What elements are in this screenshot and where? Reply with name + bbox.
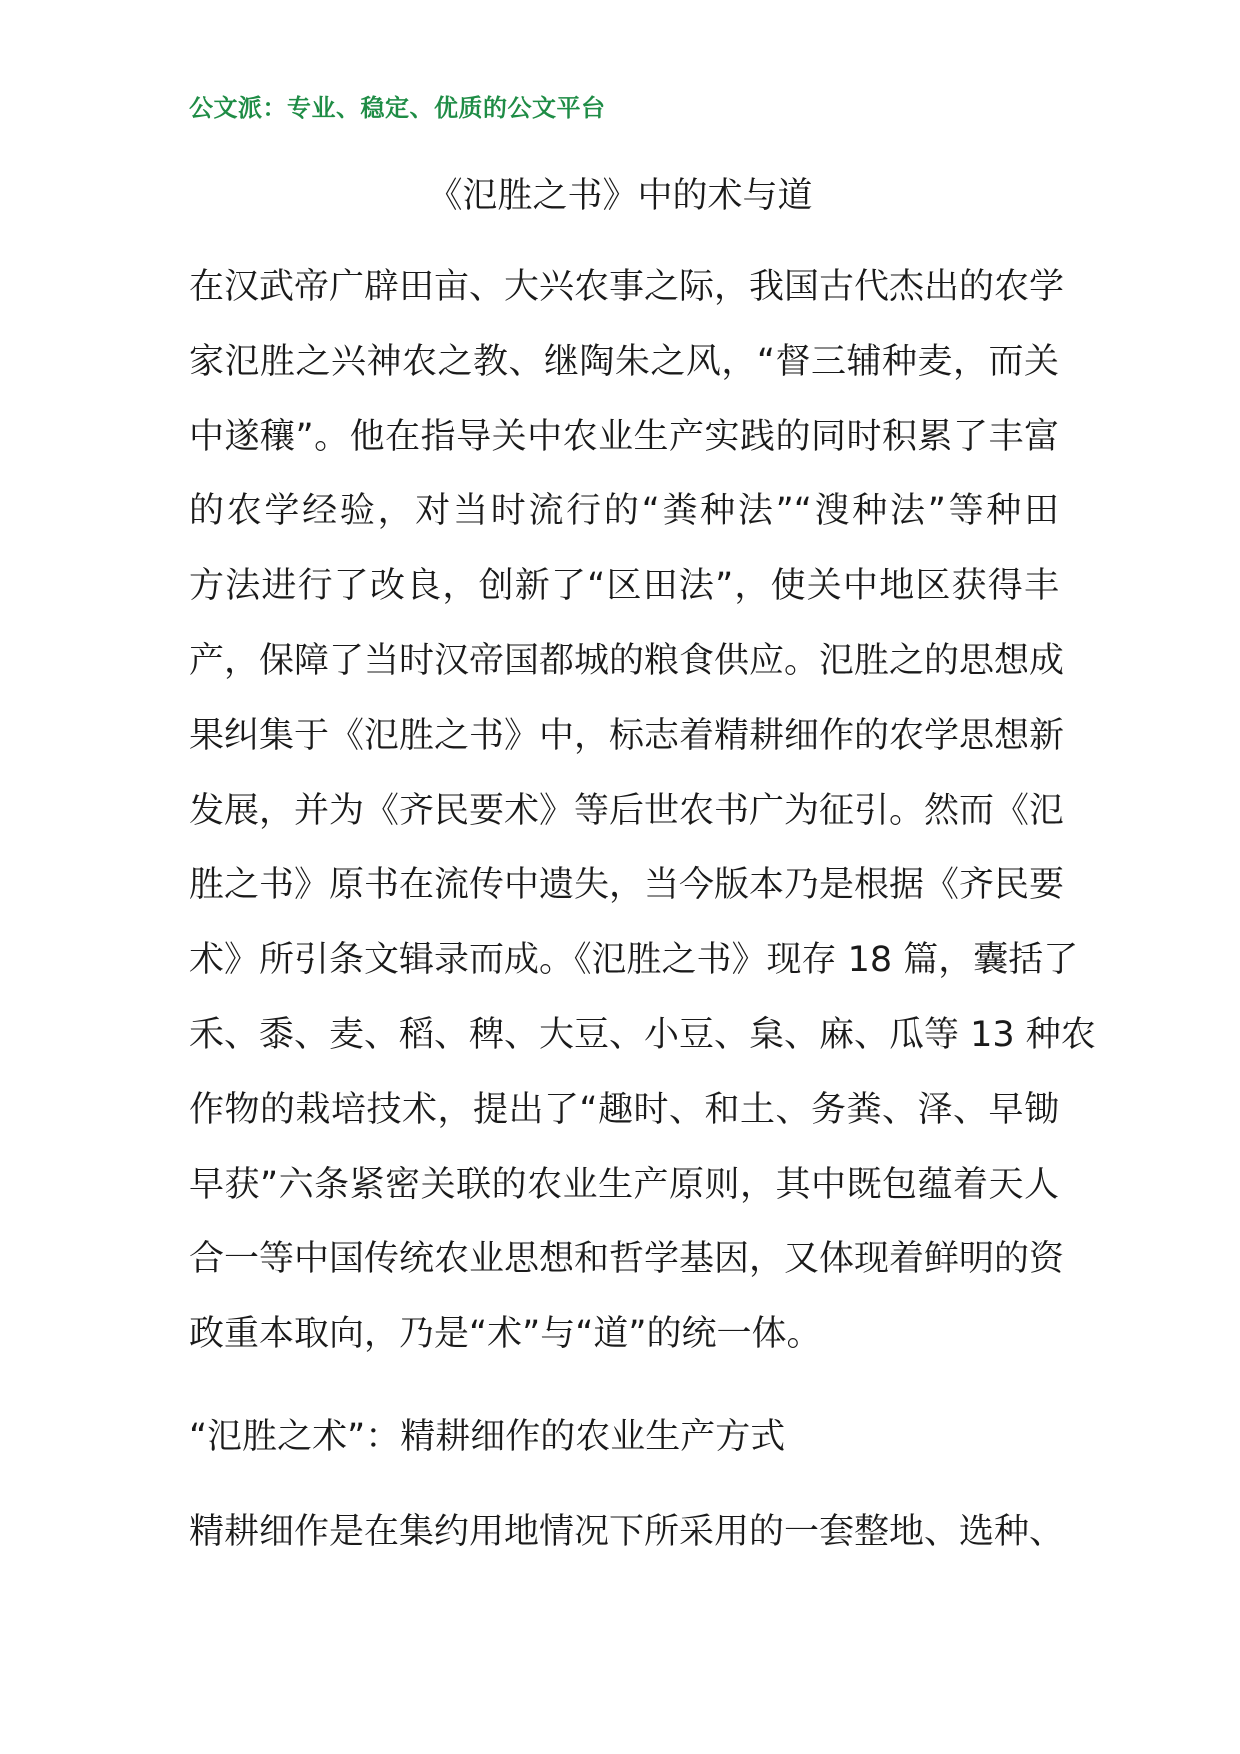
text-line: 果纠集于《氾胜之书》中，标志着精耕细作的农学思想新 bbox=[189, 715, 1065, 756]
text-line: 产，保障了当时汉帝国都城的粮食供应。氾胜之的思想成 bbox=[189, 640, 1065, 681]
paragraph-2 bbox=[189, 1503, 1065, 1578]
text-line: 政重本取向，乃是“术”与“道”的统一体。 bbox=[189, 1314, 822, 1355]
document-title: 《氾胜之书》中的术与道 bbox=[427, 176, 813, 216]
text-line: 胜之书》原书在流传中遗失，当今版本乃是根据《齐民要 bbox=[189, 865, 1065, 906]
text-line: 术》所引条文辑录而成。《氾胜之书》现存 18 篇，囊括了 bbox=[189, 940, 1079, 981]
text-line: 在汉武帝广辟田亩、大兴农事之际，我国古代杰出的农学 bbox=[189, 267, 1065, 307]
text-line: 的农学经验，对当时流行的“粪种法”“溲种法”等种田 bbox=[189, 491, 1059, 532]
text-line: 禾、黍、麦、稻、稗、大豆、小豆、枲、麻、瓜等 13 种农 bbox=[189, 1014, 1096, 1055]
paragraph-1 bbox=[189, 258, 1096, 1380]
text-line: 方法进行了改良，创新了“区田法”，使关中地区获得丰 bbox=[189, 566, 1059, 607]
text-line: 合一等中国传统农业思想和哲学基因，又体现着鲜明的资 bbox=[189, 1239, 1065, 1280]
text-line: 早获”六条紧密关联的农业生产原则，其中既包蕴着天人 bbox=[189, 1164, 1059, 1205]
text-line: 中遂穰”。他在指导关中农业生产实践的同时积累了丰富 bbox=[189, 416, 1059, 457]
text-line: 作物的栽培技术，提出了“趣时、和土、务粪、泽、早锄 bbox=[189, 1089, 1059, 1130]
text-line: 家氾胜之兴神农之教、继陶朱之风，“督三辅种麦，而关 bbox=[189, 341, 1059, 382]
site-header: 公文派：专业、稳定、优质的公文平台 bbox=[189, 94, 606, 122]
section-heading: “氾胜之术”：精耕细作的农业生产方式 bbox=[189, 1417, 786, 1457]
text-line: 精耕细作是在集约用地情况下所采用的一套整地、选种、 bbox=[189, 1512, 1065, 1552]
text-line: 发展，并为《齐民要术》等后世农书广为征引。然而《氾 bbox=[189, 790, 1065, 831]
